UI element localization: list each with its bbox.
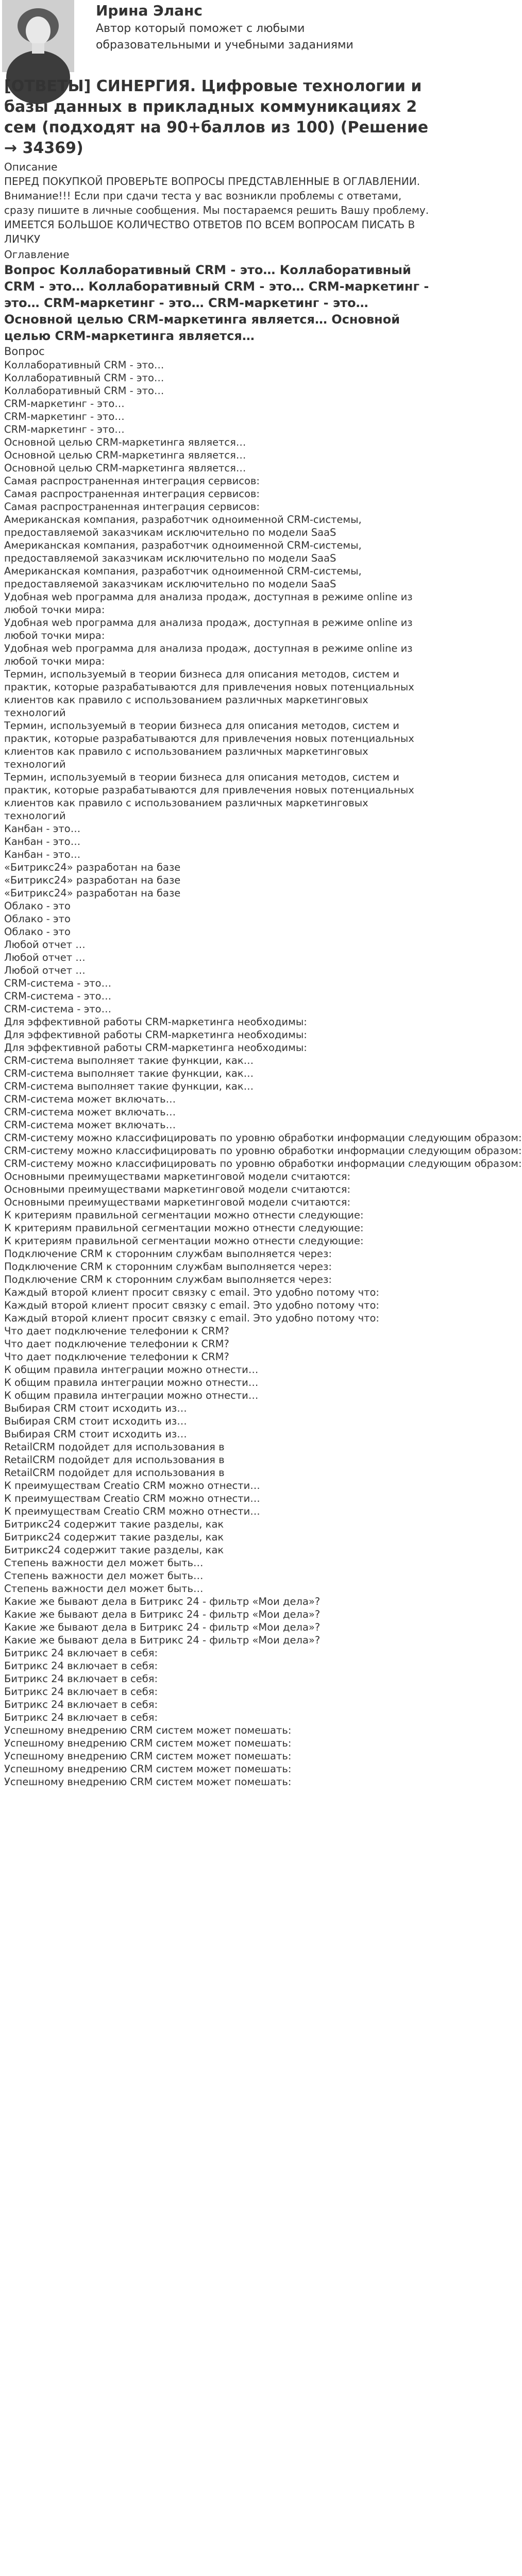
question-item: CRM-система может включать… — [4, 1106, 176, 1118]
question-item: «Битрикс24» разработан на базе — [4, 887, 181, 899]
question-item: Удобная web программа для анализа продаж, доступная в режиме online из любой точки мира: — [4, 591, 413, 616]
question-list — [4, 359, 522, 1788]
question-item: Успешному внедрению CRM систем может помешать: — [4, 1776, 292, 1788]
question-item: Термин, используемый в теории бизнеса для описания методов, систем и практик, которые разрабатываются для привлечения новых потенциальных клиентов как правило с использованием различных маркетинговых технологий — [4, 771, 414, 822]
question-item: Успешному внедрению CRM систем может помешать: — [4, 1763, 292, 1775]
question-item: CRM-система может включать… — [4, 1093, 176, 1105]
question-item: К преимуществам Creatio CRM можно отнести… — [4, 1493, 260, 1504]
question-item: Какие же бывают дела в Битрикс 24 - фильтр «Мои дела»? — [4, 1634, 321, 1646]
question-item: Битрикс 24 включает в себя: — [4, 1711, 158, 1723]
question-item: RetailCRM подойдет для использования в — [4, 1467, 225, 1479]
question-item: Битрикс 24 включает в себя: — [4, 1673, 158, 1685]
question-item: Облако - это — [4, 913, 71, 925]
description-line: Внимание!!! Если при сдачи теста у вас возникли проблемы с ответами, сразу пишите в личные сообщения. Мы постараемся решить Вашу проблему. — [4, 190, 429, 216]
question-item: К критериям правильной сегментации можно отнести следующие: — [4, 1222, 364, 1234]
question-item: Битрикс 24 включает в себя: — [4, 1686, 158, 1698]
question-item: Основными преимуществами маркетинговой модели считаются: — [4, 1196, 351, 1208]
question-item: Самая распространенная интеграция сервисов: — [4, 475, 260, 487]
question-item: Успешному внедрению CRM систем может помешать: — [4, 1750, 292, 1762]
question-item: RetailCRM подойдет для использования в — [4, 1454, 225, 1466]
description-line: ИМЕЕТСЯ БОЛЬШОЕ КОЛИЧЕСТВО ОТВЕТОВ ПО ВСЕМ ВОПРОСАМ ПИСАТЬ В ЛИЧКУ — [4, 218, 415, 245]
toc-title: Вопрос Коллаборативный CRM - это… Коллаборативный CRM - это… Коллаборативный CRM - это… CRM-маркетинг - это… CRM-маркетинг - это… CRM-маркетинг - это… Основной целью CRM-маркетинга является… Основной целью CRM-маркетинга является… — [4, 263, 429, 343]
question-item: Облако - это — [4, 926, 71, 938]
question-item: Успешному внедрению CRM систем может помешать: — [4, 1724, 292, 1736]
description-label: Описание — [4, 161, 58, 173]
question-item: Битрикс24 содержит такие разделы, как — [4, 1544, 224, 1556]
question-item: Успешному внедрению CRM систем может помешать: — [4, 1737, 292, 1749]
question-item: CRM-система - это… — [4, 990, 112, 1002]
question-item: Что дает подключение телефонии к CRM? — [4, 1325, 229, 1337]
question-item: CRM-систему можно классифицировать по уровню обработки информации следующим образом: — [4, 1158, 522, 1170]
question-item: Основной целью CRM-маркетинга является… — [4, 436, 246, 448]
question-item: Термин, используемый в теории бизнеса для описания методов, систем и практик, которые разрабатываются для привлечения новых потенциальных клиентов как правило с использованием различных маркетинговых технологий — [4, 720, 414, 770]
question-item: Битрикс 24 включает в себя: — [4, 1660, 158, 1672]
question-item: Степень важности дел может быть… — [4, 1557, 204, 1569]
question-item: К преимуществам Creatio CRM можно отнести… — [4, 1480, 260, 1492]
question-item: Американская компания, разработчик одноименной CRM-системы, предоставляемой заказчикам исключительно по модели SaaS — [4, 514, 362, 538]
question-item: Каждый второй клиент просит связку с email. Это удобно потому что: — [4, 1286, 379, 1298]
question-item: Битрикс24 содержит такие разделы, как — [4, 1518, 224, 1530]
question-item: Удобная web программа для анализа продаж, доступная в режиме online из любой точки мира: — [4, 642, 413, 667]
question-item: CRM-маркетинг - это… — [4, 423, 125, 435]
question-item: Любой отчет … — [4, 939, 86, 951]
work-title: [ОТВЕТЫ] СИНЕРГИЯ. Цифровые технологии и базы данных в прикладных коммуникациях 2 сем (подходят на 90+баллов из 100) (Решение → 34369) — [4, 77, 429, 157]
question-item: Основными преимуществами маркетинговой модели считаются: — [4, 1171, 351, 1182]
question-item: «Битрикс24» разработан на базе — [4, 861, 181, 873]
question-item: К критериям правильной сегментации можно отнести следующие: — [4, 1209, 364, 1221]
question-item: CRM-система выполняет такие функции, как… — [4, 1080, 254, 1092]
question-item: CRM-маркетинг - это… — [4, 411, 125, 422]
question-item: Битрикс24 содержит такие разделы, как — [4, 1531, 224, 1543]
author-avatar[interactable] — [2, 0, 74, 72]
author-name[interactable]: Ирина Эланс — [96, 2, 203, 19]
question-item: Самая распространенная интеграция сервисов: — [4, 501, 260, 513]
question-item: Коллаборативный CRM - это… — [4, 385, 164, 397]
question-item: Для эффективной работы CRM-маркетинга необходимы: — [4, 1042, 307, 1054]
question-item: Каждый второй клиент просит связку с email. Это удобно потому что: — [4, 1299, 379, 1311]
question-item: Каждый второй клиент просит связку с email. Это удобно потому что: — [4, 1312, 379, 1324]
question-item: Канбан - это… — [4, 823, 81, 835]
question-item: Степень важности дел может быть… — [4, 1570, 204, 1582]
question-item: Удобная web программа для анализа продаж, доступная в режиме online из любой точки мира: — [4, 617, 413, 641]
question-item: Подключение CRM к сторонним службам выполняется через: — [4, 1274, 332, 1285]
question-item: Основной целью CRM-маркетинга является… — [4, 462, 246, 474]
question-item: Канбан - это… — [4, 849, 81, 860]
question-item: К преимуществам Creatio CRM можно отнести… — [4, 1505, 260, 1517]
question-item: Любой отчет … — [4, 964, 86, 976]
question-item: Какие же бывают дела в Битрикс 24 - фильтр «Мои дела»? — [4, 1608, 321, 1620]
question-item: CRM-маркетинг - это… — [4, 398, 125, 410]
question-item: К критериям правильной сегментации можно отнести следующие: — [4, 1235, 364, 1247]
question-item: CRM-система выполняет такие функции, как… — [4, 1067, 254, 1079]
question-item: CRM-система - это… — [4, 1003, 112, 1015]
question-item: Выбирая CRM стоит исходить из… — [4, 1428, 187, 1440]
question-item: CRM-система может включать… — [4, 1119, 176, 1131]
author-info — [74, 0, 415, 54]
question-item: CRM-систему можно классифицировать по уровню обработки информации следующим образом: — [4, 1145, 522, 1157]
question-item: Степень важности дел может быть… — [4, 1583, 204, 1595]
author-card — [4, 0, 436, 72]
question-item: CRM-систему можно классифицировать по уровню обработки информации следующим образом: — [4, 1132, 522, 1144]
toc-label: Оглавление — [4, 248, 70, 261]
question-item: Коллаборативный CRM - это… — [4, 372, 164, 384]
question-item: Канбан - это… — [4, 836, 81, 848]
question-item: Для эффективной работы CRM-маркетинга необходимы: — [4, 1016, 307, 1028]
question-item: Подключение CRM к сторонним службам выполняется через: — [4, 1248, 332, 1260]
question-item: Любой отчет … — [4, 952, 86, 963]
question-item: CRM-система выполняет такие функции, как… — [4, 1055, 254, 1066]
question-item: Американская компания, разработчик одноименной CRM-системы, предоставляемой заказчикам исключительно по модели SaaS — [4, 539, 362, 564]
question-item: Самая распространенная интеграция сервисов: — [4, 488, 260, 500]
question-label: Вопрос — [4, 345, 45, 358]
question-item: Какие же бывают дела в Битрикс 24 - фильтр «Мои дела»? — [4, 1621, 321, 1633]
question-item: Выбирая CRM стоит исходить из… — [4, 1415, 187, 1427]
question-item: Облако - это — [4, 900, 71, 912]
question-item: Основными преимуществами маркетинговой модели считаются: — [4, 1183, 351, 1195]
question-item: Что дает подключение телефонии к CRM? — [4, 1338, 229, 1350]
question-item: Что дает подключение телефонии к CRM? — [4, 1351, 229, 1363]
question-item: Основной целью CRM-маркетинга является… — [4, 449, 246, 461]
question-item: Американская компания, разработчик одноименной CRM-системы, предоставляемой заказчикам исключительно по модели SaaS — [4, 565, 362, 590]
question-item: Термин, используемый в теории бизнеса для описания методов, систем и практик, которые разрабатываются для привлечения новых потенциальных клиентов как правило с использованием различных маркетинговых технологий — [4, 668, 414, 719]
question-item: CRM-система - это… — [4, 977, 112, 989]
description-line: ПЕРЕД ПОКУПКОЙ ПРОВЕРЬТЕ ВОПРОСЫ ПРЕДСТАВЛЕННЫЕ В ОГЛАВЛЕНИИ. — [4, 175, 420, 188]
question-item: Подключение CRM к сторонним службам выполняется через: — [4, 1261, 332, 1273]
question-item: Какие же бывают дела в Битрикс 24 - фильтр «Мои дела»? — [4, 1596, 321, 1607]
avatar-photo-icon — [2, 0, 74, 72]
question-item: К общим правила интеграции можно отнести… — [4, 1364, 259, 1376]
question-item: Битрикс 24 включает в себя: — [4, 1647, 158, 1659]
question-item: Выбирая CRM стоит исходить из… — [4, 1402, 187, 1414]
question-item: Битрикс 24 включает в себя: — [4, 1699, 158, 1710]
question-item: К общим правила интеграции можно отнести… — [4, 1377, 259, 1388]
question-item: RetailCRM подойдет для использования в — [4, 1441, 225, 1453]
question-item: К общим правила интеграции можно отнести… — [4, 1389, 259, 1401]
question-item: Коллаборативный CRM - это… — [4, 359, 164, 371]
question-item: Для эффективной работы CRM-маркетинга необходимы: — [4, 1029, 307, 1041]
author-description: Автор который поможет с любыми образовательными и учебными заданиями — [96, 22, 353, 52]
question-item: «Битрикс24» разработан на базе — [4, 874, 181, 886]
